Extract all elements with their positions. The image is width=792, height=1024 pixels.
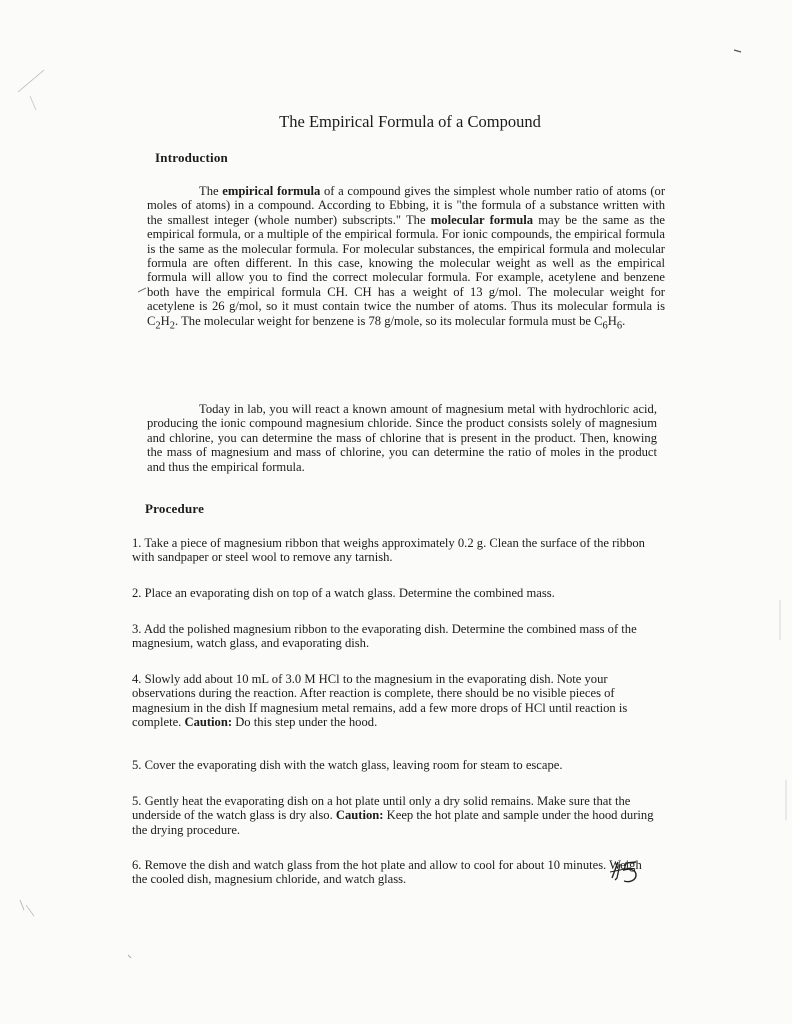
procedure-step [132, 672, 660, 730]
handwritten-correction [606, 858, 650, 886]
text-run: 5. Gently heat the evaporating dish on a hot plate until only a dry solid remains. Make sure that the underside of the watch glass is dry also. [132, 794, 631, 823]
text-run: may be the same as the empirical formula, or a multiple of the empirical formula. For ionic compounds, the empirical formula is the same as the molecular formula. For molecular substances, the empirical formula and molecular formula are often different. In this case, knowing the molecular weight as well as the empirical formula will allow you to find the correct molecular formula. For example, acetylene and benzene both have the empirical formula CH. CH has a weight of 13 g/mol. The molecular weight for acetylene is 26 g/mol, so it must contain twice the number of atoms. Thus its molecular formula is C [147, 212, 665, 328]
bold-text: Caution: [184, 715, 233, 730]
text-run: 2. Place an evaporating dish on top of a watch glass. Determine the combined mass. [132, 586, 555, 600]
text-run: 5. Cover the evaporating dish with the watch glass, leaving room for steam to escape. [132, 758, 563, 772]
procedure-step [132, 858, 660, 887]
procedure-step [132, 536, 660, 565]
text-run: The [199, 184, 223, 198]
text-run: Do this step under the hood. [232, 715, 378, 730]
text-run: 3. Add the polished magnesium ribbon to the evaporating dish. Determine the combined mass of the magnesium, watch glass, and evaporating dish. [132, 622, 637, 651]
subscript-text: 6 [616, 320, 623, 332]
text-run: 6. Remove the dish and watch glass from the hot plate and allow to cool for about 10 minutes. Weigh the cooled dish, magnesium chloride, and watch glass. [132, 858, 642, 887]
introduction-paragraph-1 [147, 184, 665, 334]
bold-text: empirical formula [222, 184, 321, 198]
text-run: of a compound gives the simplest whole number ratio of atoms (or moles of atoms) in a compound. According to Ebbing, it is "the formula of a substance written with the smallest integer (whole number) subscripts." The [147, 184, 666, 227]
subscript-text: 6 [602, 320, 608, 332]
procedure-heading: Procedure [145, 501, 205, 516]
handwritten-note-text: 15 [642, 884, 643, 885]
text-run: Keep the hot plate and sample under the hood during the drying procedure. [132, 808, 654, 837]
procedure-step [132, 794, 660, 837]
introduction-paragraph-2: Today in lab, you will react a known amount of magnesium metal with hydrochloric acid, producing the ionic compound magnesium chloride. Since the product consists solely of magnesium and chlorine, you can determine the mass of chlorine that is present in the product. Then, knowing the mass of magnesium and mass of chlorine, you can determine the ratio of moles in the product and thus the empirical formula. [147, 402, 657, 474]
bold-text: Caution: [335, 808, 384, 823]
procedure-step [132, 586, 660, 600]
text-run: . [622, 313, 626, 328]
page-title: The Empirical Formula of a Compound [279, 112, 541, 131]
subscript-text: 2 [169, 320, 176, 332]
introduction-heading: Introduction [155, 150, 228, 165]
text-run: 4. Slowly add about 10 mL of 3.0 M HCl to the magnesium in the evaporating dish. Note your observations during the reaction. After reaction is complete, there should be no visible pieces of magnesium in the dish If magnesium metal remains, add a few more drops of HCl until reaction is complete. [132, 672, 628, 730]
procedure-step [132, 758, 660, 772]
procedure-step [132, 622, 660, 651]
subscript-text: 2 [155, 320, 161, 332]
text-run: H [160, 313, 170, 328]
text-run: . The molecular weight for benzene is 78 g/mole, so its molecular formula must be C [175, 313, 603, 328]
text-run: H [607, 313, 617, 328]
bold-text: molecular formula [430, 212, 533, 227]
text-run: 1. Take a piece of magnesium ribbon that weighs approximately 0.2 g. Clean the surface of the ribbon with sandpaper or steel wool to remove any tarnish. [132, 536, 645, 565]
